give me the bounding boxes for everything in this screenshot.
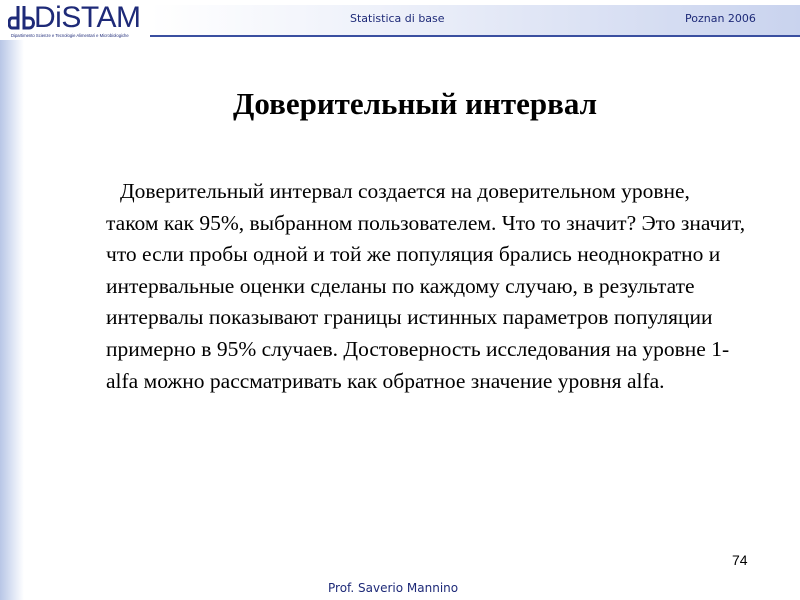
slide-body: Доверительный интервал создается на доверительном уровне, таком как 95%, выбранном пользователем. Что то значит? Это значит, что если пробы одной и той же популяция брались неоднократно и интервальные оценки сделаны по каждому случаю, в результате интервалы показывают границы истинных параметров популяции примерно в 95% случаев. Достоверность исследования на уровне 1-alfa можно рассматривать как обратное значение уровня alfa. (106, 179, 746, 393)
footer-author: Prof. Saverio Mannino (328, 581, 459, 595)
logo-text: DiSTAM (34, 1, 141, 34)
place-date: Poznan 2006 (685, 12, 756, 25)
slide-title: Доверительный интервал (233, 86, 597, 121)
logo-subtitle: Dipartimento Scienze e Tecnologie Alimentari e Microbiologiche (11, 33, 129, 38)
course-title: Statistica di base (350, 12, 445, 25)
logo-mark-icon (8, 4, 36, 34)
distam-logo (8, 1, 146, 40)
page-number: 74 (732, 552, 748, 568)
left-decor-strip (0, 40, 24, 600)
